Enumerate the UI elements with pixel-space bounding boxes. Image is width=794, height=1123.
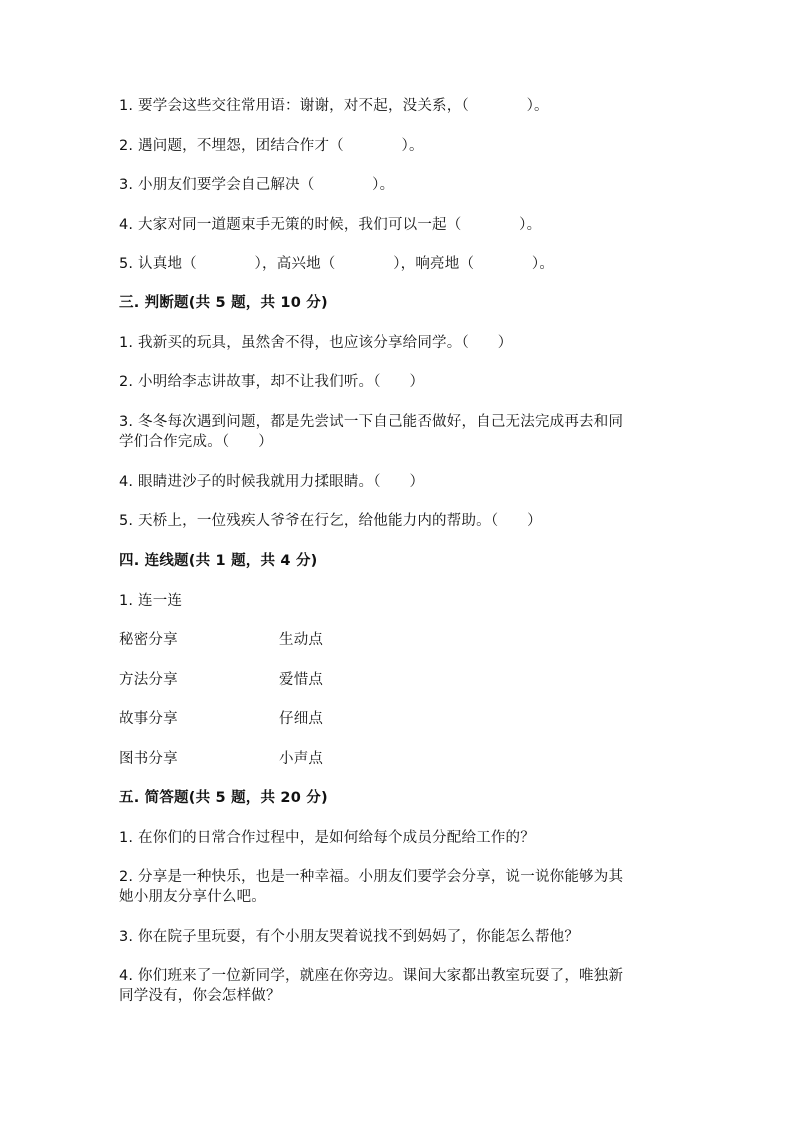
fill-question-1: 1. 要学会这些交往常用语：谢谢，对不起，没关系，（ ）。 (119, 98, 549, 114)
judge-question-3-line-2: 学们合作完成。（ ） (119, 434, 273, 450)
short-answer-question-4-line-1: 4. 你们班来了一位新同学，就座在你旁边。课间大家都出教室玩耍了，唯独新 (119, 968, 624, 984)
judge-question-4: 4. 眼睛进沙子的时候我就用力揉眼睛。（ ） (119, 474, 425, 490)
short-answer-section-heading: 五. 简答题(共 5 题，共 20 分) (119, 790, 328, 806)
short-answer-question-2-line-1: 2. 分享是一种快乐，也是一种幸福。小朋友们要学会分享，说一说你能够为其 (119, 869, 624, 885)
match-left-item: 图书分享 (119, 751, 178, 767)
match-section-heading: 四. 连线题(共 1 题，共 4 分) (119, 553, 318, 569)
match-right-item: 仔细点 (279, 711, 324, 727)
short-answer-question-1: 1. 在你们的日常合作过程中，是如何给每个成员分配给工作的？ (119, 830, 535, 846)
match-left-item: 方法分享 (119, 672, 178, 688)
judge-question-1: 1. 我新买的玩具，虽然舍不得，也应该分享给同学。（ ） (119, 335, 513, 351)
fill-question-4: 4. 大家对同一道题束手无策的时候，我们可以一起（ ）。 (119, 217, 542, 233)
match-left-item: 故事分享 (119, 711, 178, 727)
short-answer-question-4-line-2: 同学没有，你会怎样做？ (119, 988, 281, 1004)
match-right-item: 小声点 (279, 751, 324, 767)
judge-question-5: 5. 天桥上，一位残疾人爷爷在行乞，给他能力内的帮助。（ ） (119, 513, 542, 529)
short-answer-question-3: 3. 你在院子里玩耍，有个小朋友哭着说找不到妈妈了，你能怎么帮他？ (119, 929, 580, 945)
judge-section-heading: 三. 判断题(共 5 题，共 10 分) (119, 295, 328, 311)
fill-question-5: 5. 认真地（ ），高兴地（ ），响亮地（ ）。 (119, 256, 555, 272)
match-left-item: 秘密分享 (119, 632, 178, 648)
match-right-item: 生动点 (279, 632, 324, 648)
match-right-item: 爱惜点 (279, 672, 324, 688)
fill-question-2: 2. 遇问题，不埋怨，团结合作才（ ）。 (119, 138, 424, 154)
judge-question-3-line-1: 3. 冬冬每次遇到问题，都是先尝试一下自己能否做好，自己无法完成再去和同 (119, 414, 624, 430)
short-answer-question-2-line-2: 她小朋友分享什么吧。 (119, 889, 266, 905)
match-prompt: 1. 连一连 (119, 593, 183, 609)
judge-question-2: 2. 小明给李志讲故事，却不让我们听。（ ） (119, 374, 425, 390)
fill-question-3: 3. 小朋友们要学会自己解决（ ）。 (119, 177, 395, 193)
